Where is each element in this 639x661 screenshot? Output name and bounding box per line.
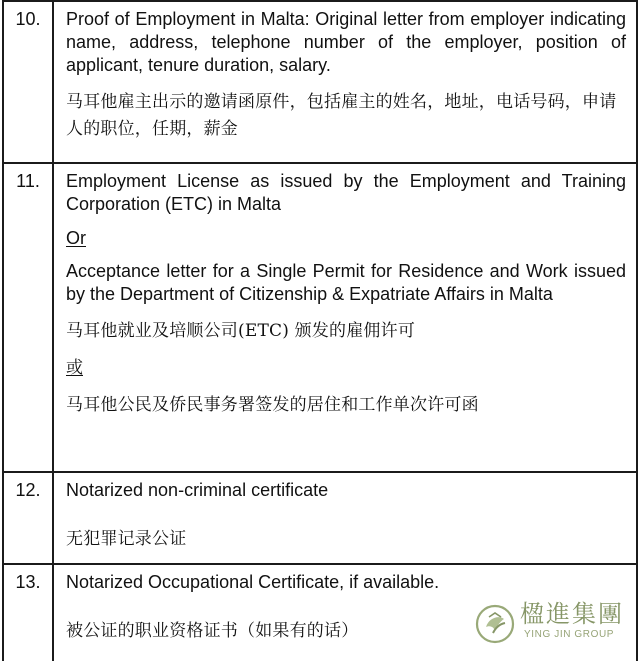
item-number: 10. xyxy=(4,2,54,162)
item-number: 13. xyxy=(4,565,54,661)
chinese-or-separator: 或 xyxy=(66,358,83,378)
ying-jin-logo-icon xyxy=(474,603,516,645)
item-content xyxy=(54,2,636,162)
item-number: 12. xyxy=(4,473,54,563)
table-row xyxy=(4,164,636,473)
table-row xyxy=(4,473,636,565)
english-text: Notarized non-criminal certificate xyxy=(66,480,329,500)
chinese-text: 马耳他雇主出示的邀请函原件，包括雇主的姓名，地址，电话号码，申请人的职位，任期，薪金 xyxy=(66,92,617,139)
item-content xyxy=(54,473,636,563)
requirements-table xyxy=(2,0,638,661)
chinese-text: 马耳他就业及培顺公司(ETC) 颁发的雇佣许可 xyxy=(66,321,416,341)
english-text: Proof of Employment in Malta: Original letter from employer indicating name, address, telephone number of the employer, position of applicant, tenure duration, salary. xyxy=(66,9,626,75)
chinese-text: 无犯罪记录公证 xyxy=(66,529,187,549)
chinese-text: 马耳他公民及侨民事务署签发的居住和工作单次许可函 xyxy=(66,395,479,415)
ying-jin-watermark xyxy=(474,601,629,647)
item-content xyxy=(54,164,636,471)
item-number: 11. xyxy=(4,164,54,471)
english-text: Notarized Occupational Certificate, if available. xyxy=(66,572,440,592)
watermark-subtitle: YING JIN GROUP xyxy=(524,629,615,640)
english-text: Employment License as issued by the Employment and Training Corporation (ETC) in Malta xyxy=(66,171,626,214)
watermark-title: 楹進集團 xyxy=(520,600,624,628)
or-separator: Or xyxy=(66,228,86,248)
chinese-text: 被公证的职业资格证书（如果有的话） xyxy=(66,621,359,641)
table-row xyxy=(4,0,636,164)
english-text: Acceptance letter for a Single Permit for Residence and Work issued by the Department of Citizenship & Expatriate Affairs in Malta xyxy=(66,261,626,304)
